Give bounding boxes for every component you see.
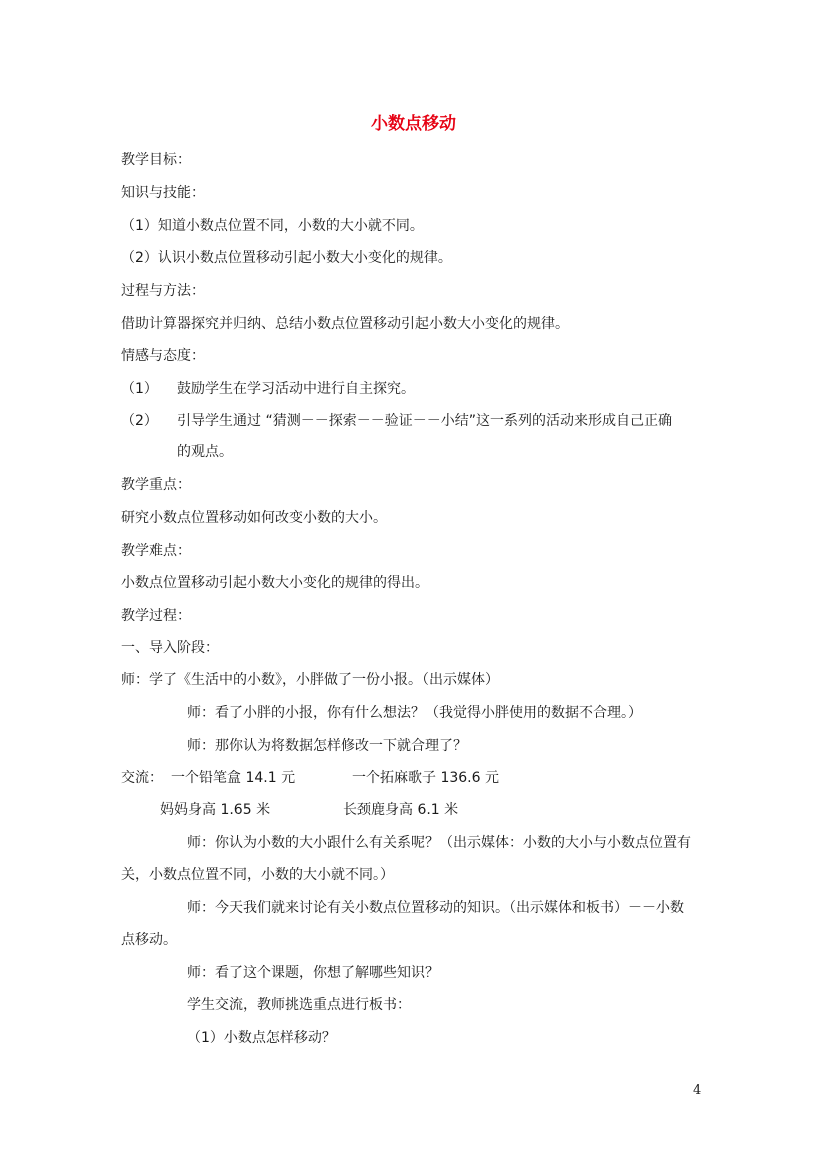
teacher-line-5-continuation: 点移动。 (121, 932, 177, 948)
document-title: 小数点移动 (371, 114, 456, 134)
exchange-label: 交流： (121, 770, 163, 786)
knowledge-heading: 知识与技能： (121, 185, 205, 201)
teacher-line-7: 学生交流，教师挑选重点进行板书： (187, 997, 411, 1013)
attitude-item-2-text: 引导学生通过 “猜测－－探索－－验证－－小结”这一系列的活动来形成自己正确 (177, 413, 672, 429)
key-heading: 教学重点： (121, 477, 191, 493)
question-1: （1）小数点怎样移动？ (187, 1030, 336, 1046)
attitude-heading: 情感与态度： (121, 348, 205, 364)
exchange-item-pencil-box: 一个铅笔盒 14.1 元 (171, 770, 296, 786)
process-heading: 过程与方法： (121, 283, 205, 299)
objectives-heading: 教学目标： (121, 152, 191, 168)
exchange-item-giraffe-height: 长颈鹿身高 6.1 米 (343, 802, 459, 818)
stage-1-heading: 一、导入阶段： (121, 640, 219, 656)
teacher-line-3: 师：那你认为将数据怎样修改一下就合理了？ (187, 738, 467, 754)
knowledge-item-1: （1）知道小数点位置不同，小数的大小就不同。 (121, 218, 424, 234)
attitude-item-1-number: （1） (121, 381, 158, 397)
exchange-item-mother-height: 妈妈身高 1.65 米 (160, 802, 271, 818)
attitude-item-2-continuation: 的观点。 (177, 444, 233, 460)
difficulty-text: 小数点位置移动引起小数大小变化的规律的得出。 (121, 575, 429, 591)
teacher-line-4: 师：你认为小数的大小跟什么有关系呢？（出示媒体：小数的大小与小数点位置有 (187, 835, 691, 851)
knowledge-item-2: （2）认识小数点位置移动引起小数大小变化的规律。 (121, 250, 452, 266)
key-text: 研究小数点位置移动如何改变小数的大小。 (121, 510, 387, 526)
teacher-line-1: 师：学了《生活中的小数》，小胖做了一份小报。（出示媒体） (121, 672, 499, 688)
attitude-item-1-text: 鼓励学生在学习活动中进行自主探究。 (177, 381, 415, 397)
teacher-line-5: 师：今天我们就来讨论有关小数点位置移动的知识。（出示媒体和板书）－－小数 (187, 900, 684, 916)
teacher-line-2: 师：看了小胖的小报，你有什么想法？（我觉得小胖使用的数据不合理。） (187, 705, 642, 721)
page-number: 4 (693, 1083, 702, 1098)
process-text: 借助计算器探究并归纳、总结小数点位置移动引起小数大小变化的规律。 (121, 316, 569, 332)
attitude-item-2-number: （2） (121, 413, 158, 429)
exchange-item-tamagotchi: 一个拓麻歌子 136.6 元 (352, 770, 499, 786)
teacher-line-4-continuation: 关，小数点位置不同，小数的大小就不同。） (121, 867, 394, 883)
procedure-heading: 教学过程： (121, 608, 191, 624)
teacher-line-6: 师：看了这个课题，你想了解哪些知识？ (187, 965, 439, 981)
difficulty-heading: 教学难点： (121, 543, 191, 559)
